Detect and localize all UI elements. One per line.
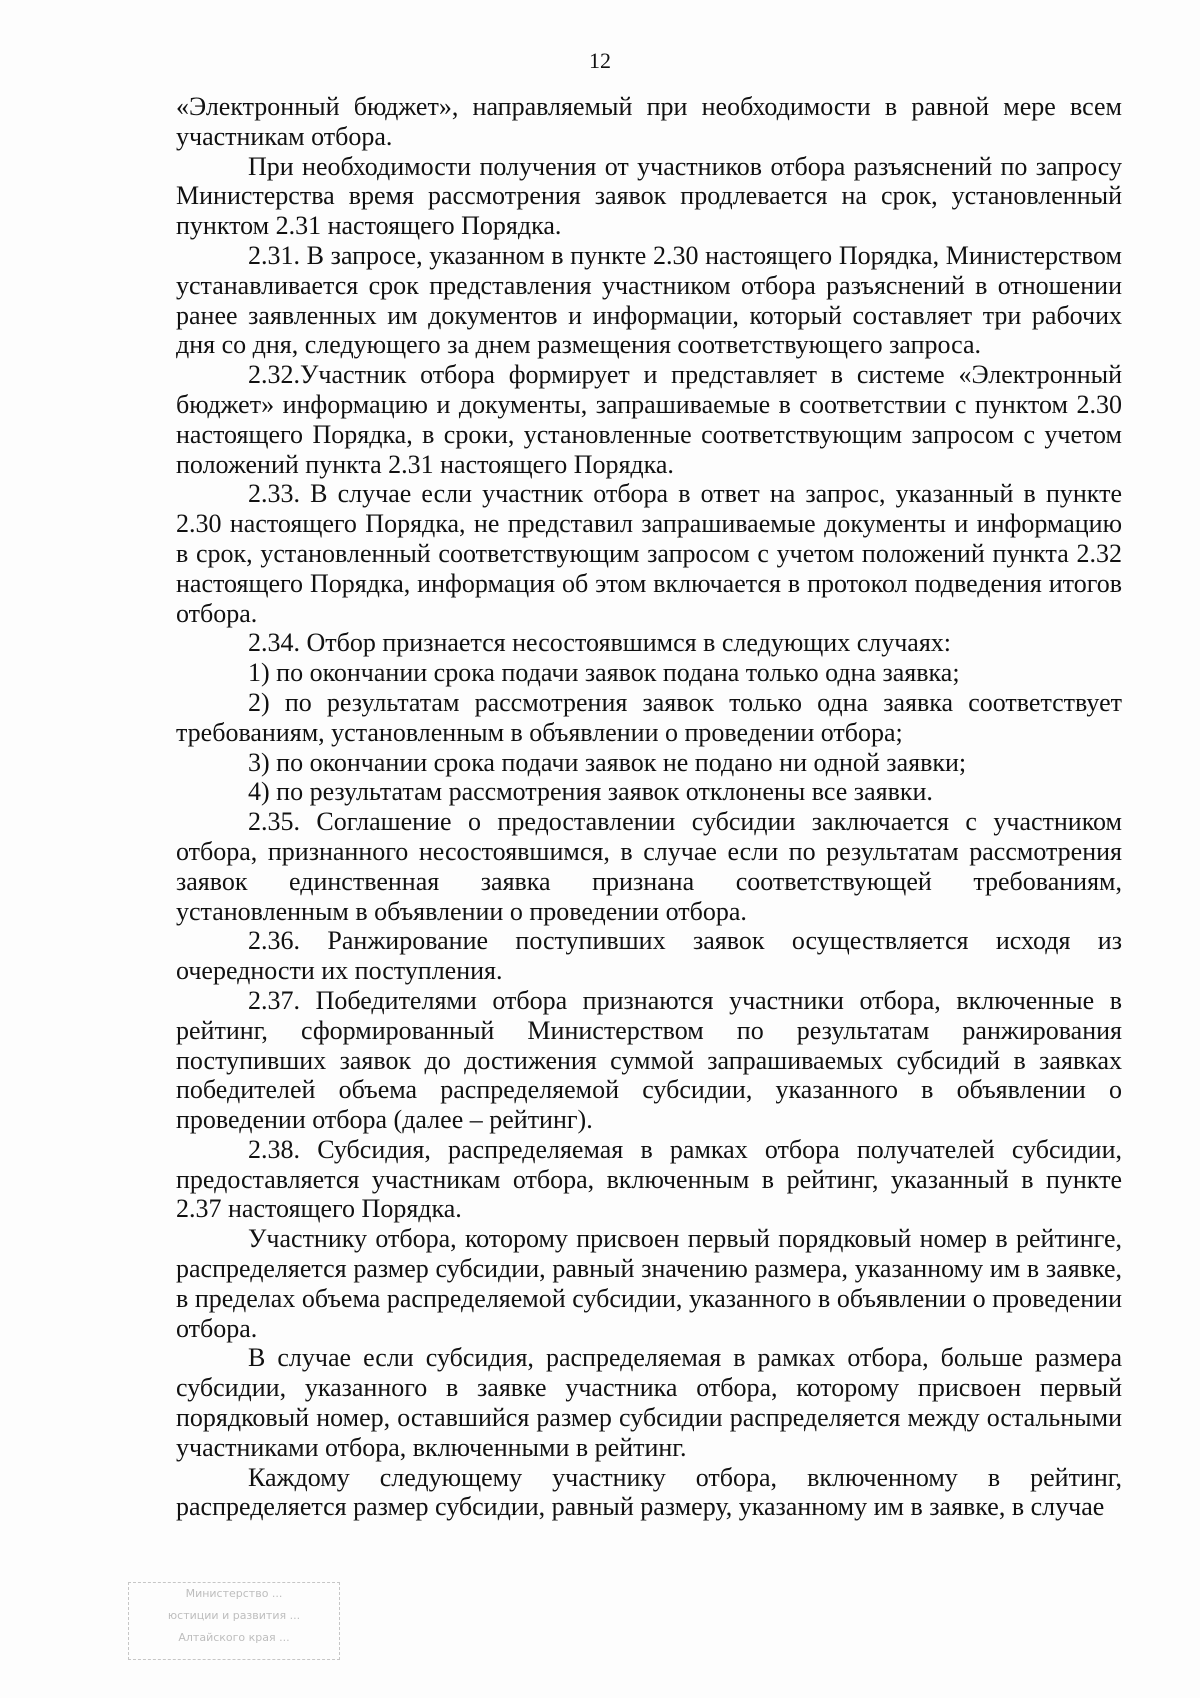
paragraph-2-33: 2.33. В случае если участник отбора в ответ на запрос, указанный в пункте 2.30 настоящего Порядка, не представил запрашиваемые документы и информацию в срок, установленный соответствующим запросом с учетом положений пункта 2.32 настоящего Порядка, информация об этом включается в протокол подведения итогов отбора. bbox=[176, 479, 1122, 628]
paragraph-2-36: 2.36. Ранжирование поступивших заявок осуществляется исходя из очередности их поступления. bbox=[176, 926, 1122, 986]
list-item-2-34-3: 3) по окончании срока подачи заявок не подано ни одной заявки; bbox=[248, 747, 967, 777]
paragraph-clarification-extension: При необходимости получения от участников отбора разъяснений по запросу Министерства время рассмотрения заявок продлевается на срок, установленный пунктом 2.31 настоящего Порядка. bbox=[176, 151, 1122, 241]
paragraph-first-participant: Участнику отбора, которому присвоен первый порядковый номер в рейтинге, распределяется размер субсидии, равный значению размера, указанному им в заявке, в пределах объема распределяемой субсидии, указанного в объявлении о проведении отбора. bbox=[176, 1224, 1122, 1343]
paragraph-remaining-subsidy: В случае если субсидия, распределяемая в рамках отбора, больше размера субсидии, указанного в заявке участника отбора, которому присвоен первый порядковый номер, оставшийся размер субсидии распределяется между остальными участниками отбора, включенными в рейтинг. bbox=[176, 1343, 1122, 1462]
paragraph-each-next-participant: Каждому следующему участнику отбора, включенному в рейтинг, распределяется размер субсидии, равный размеру, указанному им в заявке, в случае bbox=[176, 1462, 1122, 1522]
paragraph-2-32: 2.32.Участник отбора формирует и представляет в системе «Электронный бюджет» информацию и документы, запрашиваемые в соответствии с пунктом 2.30 настоящего Порядка, в сроки, установленные соответствующим запросом с учетом положений пункта 2.31 настоящего Порядка. bbox=[176, 360, 1122, 479]
paragraph-continuation: «Электронный бюджет», направляемый при необходимости в равной мере всем участникам отбора. bbox=[176, 92, 1122, 151]
stamp-line: юстиции и развития ... bbox=[167, 1609, 301, 1622]
stamp-line: Алтайского края ... bbox=[178, 1631, 290, 1644]
document-text bbox=[176, 92, 1122, 1522]
list-item-2-34-4: 4) по результатам рассмотрения заявок отклонены все заявки. bbox=[248, 777, 933, 807]
faded-stamp bbox=[128, 1582, 340, 1660]
list-item-2-34-1: 1) по окончании срока подачи заявок подана только одна заявка; bbox=[248, 658, 960, 688]
page-number: 12 bbox=[589, 48, 611, 73]
paragraph-2-31: 2.31. В запросе, указанном в пункте 2.30 настоящего Порядка, Министерством устанавливается срок представления участником отбора разъяснений в отношении ранее заявленных им документов и информации, который составляет три рабочих дня со дня, следующего за днем размещения соответствующего запроса. bbox=[176, 240, 1122, 360]
stamp-line: Министерство ... bbox=[185, 1587, 283, 1600]
paragraph-2-38: 2.38. Субсидия, распределяемая в рамках отбора получателей субсидии, предоставляется участникам отбора, включенным в рейтинг, указанный в пункте 2.37 настоящего Порядка. bbox=[176, 1134, 1122, 1224]
list-item-2-34-2: 2) по результатам рассмотрения заявок только одна заявка соответствует требованиям, установленным в объявлении о проведении отбора; bbox=[176, 687, 1122, 747]
paragraph-2-35: 2.35. Соглашение о предоставлении субсидии заключается с участником отбора, признанного несостоявшимся, в случае если по результатам рассмотрения заявок единственная заявка признана соответствующей требованиям, установленным в объявлении о проведении отбора. bbox=[176, 807, 1122, 926]
paragraph-2-37: 2.37. Победителями отбора признаются участники отбора, включенные в рейтинг, сформированный Министерством по результатам ранжирования поступивших заявок до достижения суммой запрашиваемых субсидий в заявках победителей объема распределяемой субсидии, указанного в объявлении о проведении отбора (далее – рейтинг). bbox=[176, 985, 1122, 1135]
paragraph-2-34: 2.34. Отбор признается несостоявшимся в следующих случаях: bbox=[248, 628, 952, 658]
